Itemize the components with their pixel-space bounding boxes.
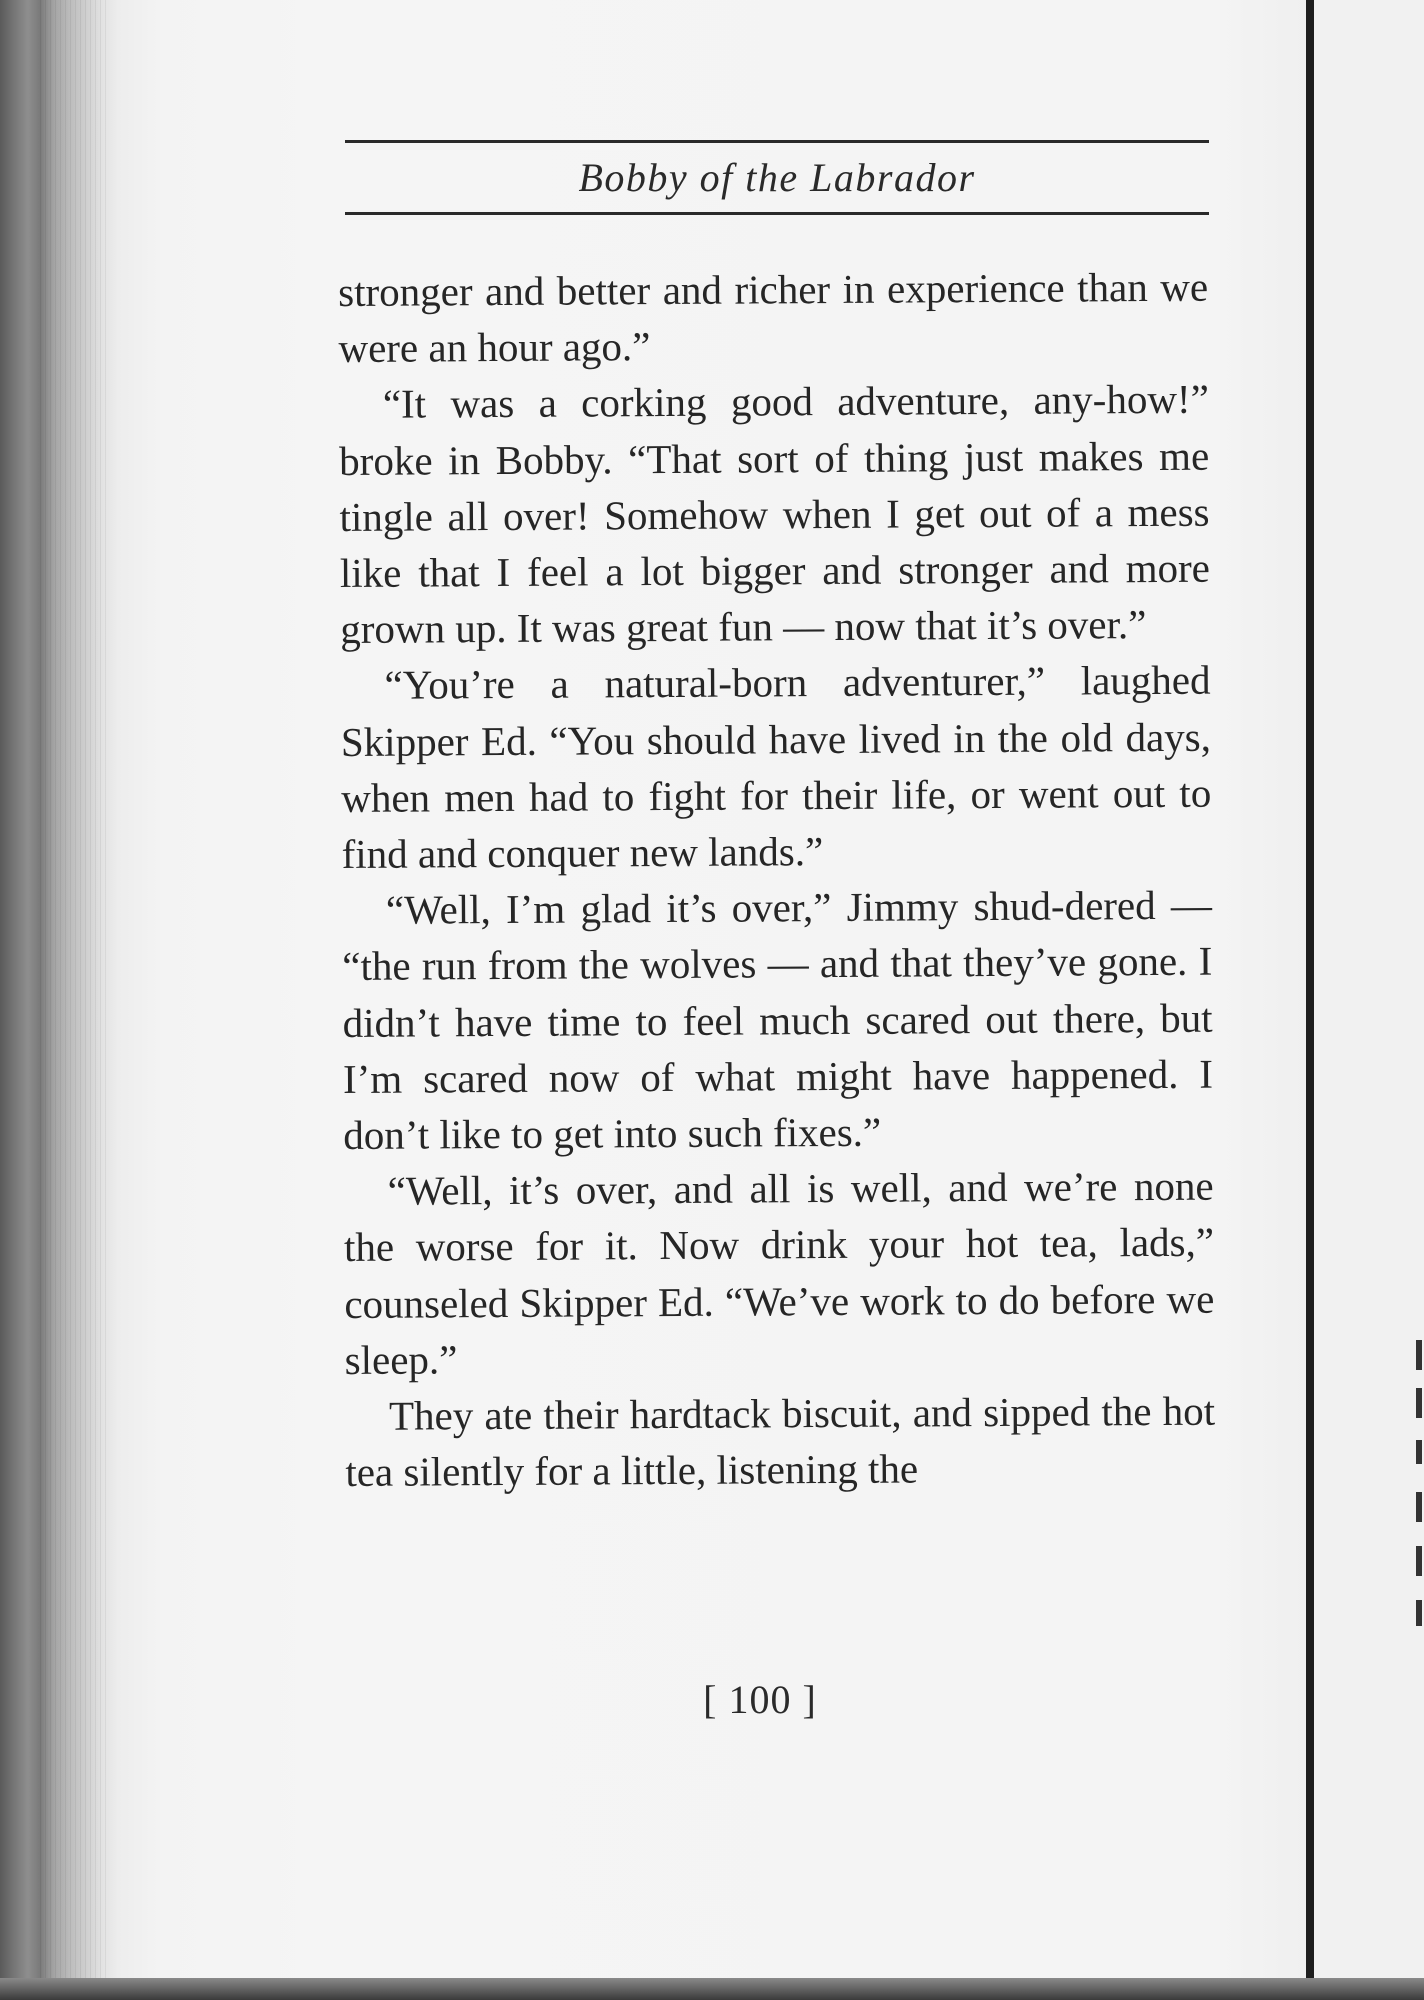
page-edges [40,0,110,2000]
paragraph: They ate their hardtack biscuit, and sipped the hot tea silently for a little, listening the [345,1387,1216,1496]
paragraph: “It was a corking good adventure, any-how!” broke in Bobby. “That sort of thing just makes me tingle all over! Somehow when I get out of a mess like that I feel a lot bigger and stronger and more grown up. It was great fun — now that it’s over.” [339,376,1211,653]
book-spine [0,0,118,2000]
paragraph: “You’re a natural-born adventurer,” laughed Skipper Ed. “You should have lived in the old days, when men had to fight for their life, or went out to find and conquer new lands.” [340,657,1212,878]
paragraph-continued: stronger and better and richer in experience than we were an hour ago.” [338,263,1209,372]
scan-bottom-edge [0,1978,1424,2000]
facing-page [1314,0,1424,2000]
paragraph: “Well, I’m glad it’s over,” Jimmy shud-dered — “the run from the wolves — and that they’ve gone. I didn’t have time to feel much scared out there, but I’m scared now of what might have happened. I don’t like to get into such fixes.” [342,881,1214,1159]
body-text [338,259,1216,1501]
page-number: [ 100 ] [703,1677,817,1722]
running-head-title: Bobby of the Labrador [578,155,976,200]
bottom-rule [345,212,1209,215]
facing-page-edge [1306,0,1314,2000]
paragraph: “Well, it’s over, and all is well, and we’re none the worse for it. Now drink your hot tea, lads,” counseled Skipper Ed. “We’ve work to do before we sleep.” [343,1162,1215,1383]
running-head [345,140,1209,215]
